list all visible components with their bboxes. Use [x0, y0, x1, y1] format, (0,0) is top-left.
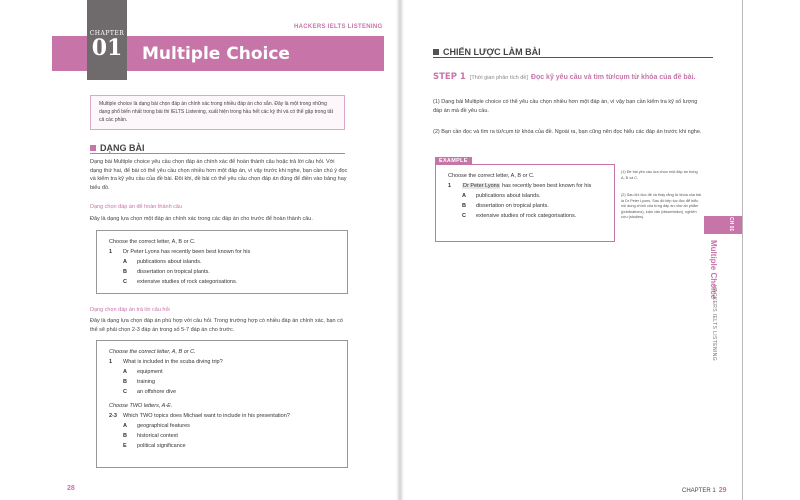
section-rule [90, 153, 345, 154]
option-text: extensive studies of rock categorisations. [476, 213, 577, 219]
square-bullet-icon [433, 49, 439, 55]
strategy-paragraph-1: (1) Dạng bài Multiple choice có thể yêu cầu chọn nhiều hơn một đáp án, vì vậy bạn cần kiểm tra kỹ số lượng đáp án mà đề yêu cầu. [433, 99, 698, 114]
question-text: Dr Peter Lyons has recently been best known for his [123, 249, 251, 255]
option-letter: A [123, 259, 127, 265]
section-title: CHIẾN LƯỢC LÀM BÀI [443, 47, 541, 57]
side-notes [621, 170, 701, 227]
option-letter: B [123, 433, 127, 439]
question-number: 1 [448, 183, 452, 189]
instruction: Choose TWO letters, A-E. [109, 403, 173, 409]
intro-paragraph: Dạng bài Multiple choice yêu cầu chọn đáp án chính xác để hoàn thành câu hoặc trả lời câu hỏi. Với dạng thứ hai, để bài có thể yêu cầu chọn nhiều hơn một đáp án, vì vậy trước khi nghe, bạn cần chú ý đọc và kiểm tra kỹ yêu cầu của đề bài. Đôi khi, đề bài có thể yêu cầu chọn đáp án đúng để điền vào bảng hay biểu đồ. [90, 159, 348, 191]
option-letter: C [123, 389, 127, 395]
option [448, 201, 602, 211]
option-letter: C [123, 279, 127, 285]
question-number: 1 [109, 359, 113, 365]
section-heading-chien-luoc [433, 47, 541, 57]
option-text: training [137, 379, 156, 385]
page-number-right [682, 487, 726, 494]
chapter-number: 01 [91, 35, 123, 61]
option-text: extensive studies of rock categorisations. [137, 279, 238, 285]
section-heading-dang-bai [90, 143, 145, 153]
option-letter: A [123, 423, 127, 429]
example-box-type1 [96, 230, 348, 294]
side-note-1: (1) Đề bài yêu cầu lựa chọn một đáp án trong A, B và C. [621, 170, 698, 180]
option [109, 367, 335, 377]
side-note-2: (2) Sau khi đọc đề và thấy rằng từ khóa của bài là Dr Peter Lyons. Sau đó tiếp tục đọc để hiểu nội dung chính của từng đáp án như ấn phẩm (publications), luận văn (dissertation), nghiên cứu (studies). [621, 193, 702, 219]
option [109, 421, 335, 431]
option [109, 267, 335, 277]
step-text: Đọc kỹ yêu cầu và tìm từ/cụm từ khóa của đề bài. [530, 74, 696, 81]
square-bullet-icon [90, 145, 96, 151]
chapter-word: CHAPTER [89, 30, 125, 37]
step-1-line [433, 72, 695, 82]
option [109, 441, 335, 451]
type1-description: Đây là dạng lựa chọn một đáp án chính xác trong các đáp án cho trước để hoàn thành câu. [90, 216, 313, 222]
instruction: Choose the correct letter, A, B or C. [109, 239, 196, 245]
question [109, 247, 335, 257]
option-text: historical context [137, 433, 178, 439]
option-letter: A [462, 193, 466, 199]
summary-box: Multiple choice là dạng bài chọn đáp án chính xác trong nhiều đáp án cho sẵn. Đây là một trong những dạng phổ biến nhất trong bài thi IELTS Listening, xuất hiện trong hầu hết các kỳ thi và có thể gặp trong tất cả các phần. [90, 95, 345, 130]
example-box-type2 [96, 340, 348, 468]
question-text: What is included in the scuba diving trip? [123, 359, 223, 365]
option-text: dissertation on tropical plants. [476, 203, 549, 209]
option [109, 277, 335, 287]
option-text: an offshore dive [137, 389, 177, 395]
page-number-left: 28 [67, 485, 75, 492]
question-number: 2-3 [109, 413, 117, 419]
step-hint: [Thời gian phân tích đề] [469, 75, 528, 81]
option-text: publications about islands. [137, 259, 202, 265]
option [109, 377, 335, 387]
example-label: EXAMPLE [435, 157, 472, 165]
option [109, 387, 335, 397]
instruction: Choose the correct letter, A, B or C. [109, 349, 196, 355]
option-text: equipment [137, 369, 163, 375]
book-spine [396, 0, 404, 500]
option-text: geographical features [137, 423, 190, 429]
type1-heading: Dạng chọn đáp án để hoàn thành câu [90, 204, 183, 210]
option-letter: A [123, 369, 127, 375]
option-letter: C [462, 213, 466, 219]
section-rule [433, 57, 713, 58]
question-text: Which TWO topics does Michael want to include in his presentation? [123, 413, 290, 419]
side-series: HACKERS IELTS LISTENING [711, 285, 717, 362]
option-text: publications about islands. [476, 193, 541, 199]
option [448, 211, 602, 221]
chapter-title: Multiple Choice [142, 44, 290, 64]
step-badge: STEP 1 [433, 72, 466, 82]
keyword-highlight: Dr Peter Lyons [463, 183, 500, 189]
question [109, 411, 335, 421]
chapter-block [87, 0, 127, 80]
option [448, 191, 602, 201]
type2-description: Đây là dạng lựa chọn đáp án phù hợp với câu hỏi. Trong trường hợp có nhiều đáp án chính xác, bạn có thể sẽ phải chọn 2-3 đáp án trong số 5-7 đáp án cho trước. [90, 318, 343, 333]
option-text: political significance [137, 443, 186, 449]
page-number-label: CHAPTER 1 [682, 488, 716, 494]
type2-heading: Dạng chọn đáp án trả lời câu hỏi [90, 307, 170, 313]
page-edge-line [742, 0, 743, 500]
instruction: Choose the correct letter, A, B or C. [448, 173, 535, 179]
question-text: has recently been best known for his [502, 183, 592, 189]
section-title: DẠNG BÀI [100, 143, 145, 153]
side-tab-chapter: CH 01 [728, 217, 734, 232]
option [109, 257, 335, 267]
option-letter: B [123, 379, 127, 385]
question [109, 357, 335, 367]
option-text: dissertation on tropical plants. [137, 269, 210, 275]
question-number: 1 [109, 249, 113, 255]
page-number: 29 [718, 487, 727, 494]
question [448, 181, 602, 191]
strategy-paragraph-2: (2) Bạn cần đọc và tìm ra từ/cụm từ khóa của đề. Ngoài ra, bạn cũng nên đọc hiểu các đáp án trước khi nghe. [433, 129, 702, 135]
running-head: HACKERS IELTS LISTENING [294, 24, 383, 30]
option-letter: B [123, 269, 127, 275]
example-box-strategy [435, 164, 615, 242]
option-letter: E [123, 443, 127, 449]
option [109, 431, 335, 441]
side-title: Multiple Choice [709, 240, 718, 300]
option-letter: B [462, 203, 466, 209]
